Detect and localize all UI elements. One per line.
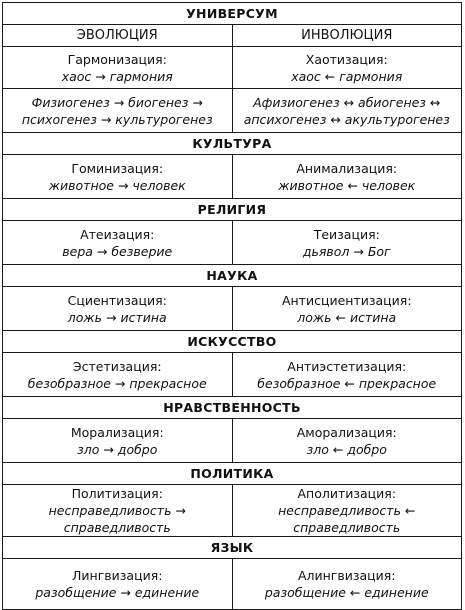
formula: безобразное ← прекрасное	[257, 375, 437, 391]
cell-aestheticization	[3, 353, 233, 397]
formula: дьявол → Бог	[302, 243, 391, 259]
cell-animalization	[232, 155, 462, 199]
term: Аморализация:	[296, 424, 397, 440]
section-header-morality: НРАВСТВЕННОСТЬ	[3, 397, 462, 419]
cell-scientization	[3, 287, 233, 331]
formula: Афизиогенез ↔ абиогенез ↔	[253, 94, 441, 110]
term: Аполитизация:	[297, 486, 397, 501]
term: Атеизация:	[80, 226, 155, 242]
term: Гоминизация:	[71, 160, 164, 176]
column-header-evolution: ЭВОЛЮЦИЯ	[3, 25, 233, 47]
term: Сциентизация:	[67, 292, 167, 308]
formula: справедливость	[293, 520, 401, 535]
cell-atheization	[3, 221, 233, 265]
term: Теизация:	[313, 226, 380, 242]
cell-lingvization	[3, 559, 233, 610]
section-header-language: ЯЗЫК	[3, 537, 462, 559]
formula: хаос ← гармония	[291, 68, 403, 84]
term: Алингвизация:	[297, 568, 396, 583]
formula: психогенез → культурогенез	[21, 111, 213, 127]
formula: зло ← добро	[306, 441, 387, 457]
section-header-art: ИСКУССТВО	[3, 331, 462, 353]
term: Лингвизация:	[72, 568, 163, 583]
formula: вера → безверие	[62, 243, 173, 259]
term: Антиэстетизация:	[287, 358, 407, 374]
evolution-involution-table	[2, 2, 462, 610]
cell-antiscientization	[232, 287, 462, 331]
cell-harmonization	[3, 47, 233, 89]
formula: несправедливость →	[48, 503, 186, 518]
cell-amoralization	[232, 419, 462, 463]
cell-anti-genesis-chain	[232, 89, 462, 133]
table-title: УНИВЕРСУМ	[3, 3, 462, 25]
formula: разобщение ← единение	[264, 585, 429, 600]
formula: ложь → истина	[67, 309, 167, 325]
section-header-politics: ПОЛИТИКА	[3, 463, 462, 485]
formula: Физиогенез → биогенез →	[31, 94, 203, 110]
cell-genesis-chain	[3, 89, 233, 133]
term: Политизация:	[71, 486, 163, 501]
cell-theization	[232, 221, 462, 265]
formula: хаос → гармония	[61, 68, 173, 84]
formula: справедливость	[63, 520, 171, 535]
formula: животное ← человек	[278, 177, 416, 193]
term: Морализация:	[70, 424, 164, 440]
term: Эстетизация:	[72, 358, 162, 374]
term: Антисциентизация:	[281, 292, 412, 308]
term: Гармонизация:	[67, 51, 167, 67]
cell-politization	[3, 485, 233, 537]
formula: апсихогенез ↔ акультурогенез	[243, 111, 450, 127]
section-header-science: НАУКА	[3, 265, 462, 287]
cell-moralization	[3, 419, 233, 463]
cell-antiaestheticization	[232, 353, 462, 397]
formula: зло → добро	[77, 441, 158, 457]
formula: несправедливость ←	[278, 503, 416, 518]
cell-apolitization	[232, 485, 462, 537]
cell-hominization	[3, 155, 233, 199]
formula: ложь ← истина	[297, 309, 397, 325]
formula: безобразное → прекрасное	[27, 375, 207, 391]
column-header-involution: ИНВОЛЮЦИЯ	[232, 25, 462, 47]
term: Хаотизация:	[305, 51, 388, 67]
section-header-culture: КУЛЬТУРА	[3, 133, 462, 155]
formula: разобщение → единение	[35, 585, 200, 600]
section-header-religion: РЕЛИГИЯ	[3, 199, 462, 221]
cell-chaotization	[232, 47, 462, 89]
cell-alingvization	[232, 559, 462, 610]
formula: животное → человек	[48, 177, 186, 193]
term: Анимализация:	[296, 160, 398, 176]
